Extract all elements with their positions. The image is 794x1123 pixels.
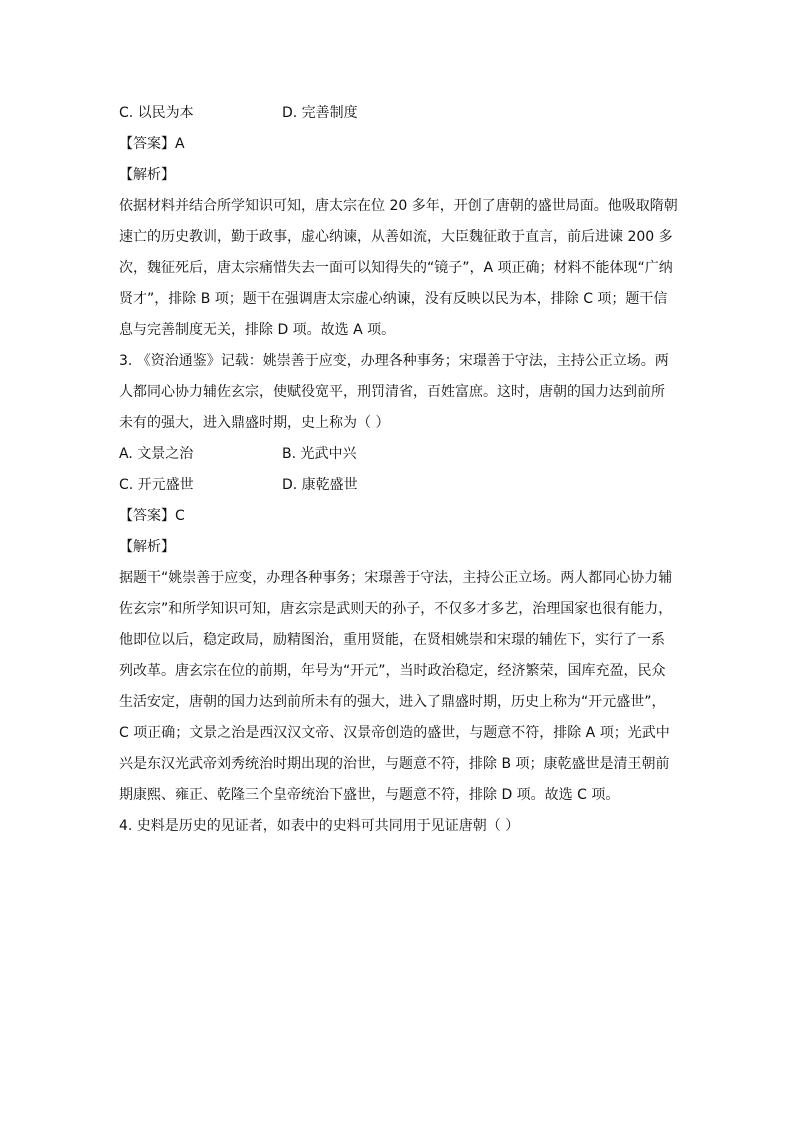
q3-stem-line: 未有的强大，进入鼎盛时期，史上称为（ ） — [119, 415, 390, 431]
q2-analysis-line: 速亡的历史教训，勤于政事，虚心纳谏，从善如流，大臣魏征敢于直言，前后进谏 200 多 — [119, 229, 673, 245]
q3-analysis-line: 兴是东汉光武帝刘秀统治时期出现的治世，与题意不符，排除 B 项；康乾盛世是清王朝前 — [119, 756, 670, 772]
q3-option-c: C. 开元盛世 — [119, 477, 194, 493]
q2-analysis-line: 次，魏征死后，唐太宗痛惜失去一面可以知得失的“镜子”，A 项正确；材料不能体现“广纳 — [119, 260, 673, 276]
q3-analysis-line: 据题干“姚崇善于应变，办理各种事务；宋璟善于守法，主持公正立场。两人都同心协力辅 — [119, 570, 673, 586]
q3-options-row-1 — [119, 439, 679, 470]
q2-analysis-label: 【解析】 — [119, 167, 175, 183]
q3-analysis-line: 他即位以后，稳定政局，励精图治，重用贤能，在贤相姚崇和宋璟的辅佐下，实行了一系 — [119, 632, 665, 648]
document-page — [119, 98, 679, 842]
q3-analysis-label: 【解析】 — [119, 539, 175, 555]
q3-analysis-line: 佐玄宗”和所学知识可知，唐玄宗是武则天的孙子，不仅多才多艺，治理国家也很有能力， — [119, 601, 673, 617]
q3-stem-line: 人都同心协力辅佐玄宗，使赋役宽平，刑罚清省，百姓富庶。这时，唐朝的国力达到前所 — [119, 384, 665, 400]
q3-stem-line: 3. 《资治通鉴》记载：姚崇善于应变，办理各种事务；宋璟善于守法，主持公正立场。两 — [119, 353, 669, 369]
q3-option-b: B. 光武中兴 — [282, 446, 357, 462]
q3-stem — [119, 346, 679, 439]
q3-analysis — [119, 563, 679, 811]
q2-answer: 【答案】A — [119, 136, 185, 152]
q2-option-d: D. 完善制度 — [282, 105, 358, 121]
q3-option-a: A. 文景之治 — [119, 446, 194, 462]
q3-analysis-line: C 项正确；文景之治是西汉汉文帝、汉景帝创造的盛世，与题意不符，排除 A 项；光武中 — [119, 725, 670, 741]
q2-option-c: C. 以民为本 — [119, 105, 194, 121]
q3-answer: 【答案】C — [119, 508, 185, 524]
q3-analysis-line: 生活安定，唐朝的国力达到前所未有的强大，进入了鼎盛时期，历史上称为“开元盛世”， — [119, 694, 666, 710]
q2-analysis-line: 依据材料并结合所学知识可知，唐太宗在位 20 多年，开创了唐朝的盛世局面。他吸取隋朝 — [119, 198, 678, 214]
q3-options-row-2 — [119, 470, 679, 501]
q3-option-d: D. 康乾盛世 — [282, 477, 358, 493]
q2-analysis-line: 贤才”，排除 B 项；题干在强调唐太宗虚心纳谏，没有反映以民为本，排除 C 项；题干信 — [119, 291, 668, 307]
q2-options-row — [119, 98, 679, 129]
q4-stem: 4. 史料是历史的见证者，如表中的史料可共同用于见证唐朝（ ） — [119, 818, 520, 834]
q3-analysis-line: 列改革。唐玄宗在位的前期，年号为“开元”，当时政治稳定，经济繁荣，国库充盈，民众 — [119, 663, 666, 679]
q2-analysis — [119, 191, 679, 346]
q2-analysis-line: 息与完善制度无关，排除 D 项。故选 A 项。 — [119, 322, 396, 338]
q3-analysis-line: 期康熙、雍正、乾隆三个皇帝统治下盛世，与题意不符，排除 D 项。故选 C 项。 — [119, 787, 620, 803]
